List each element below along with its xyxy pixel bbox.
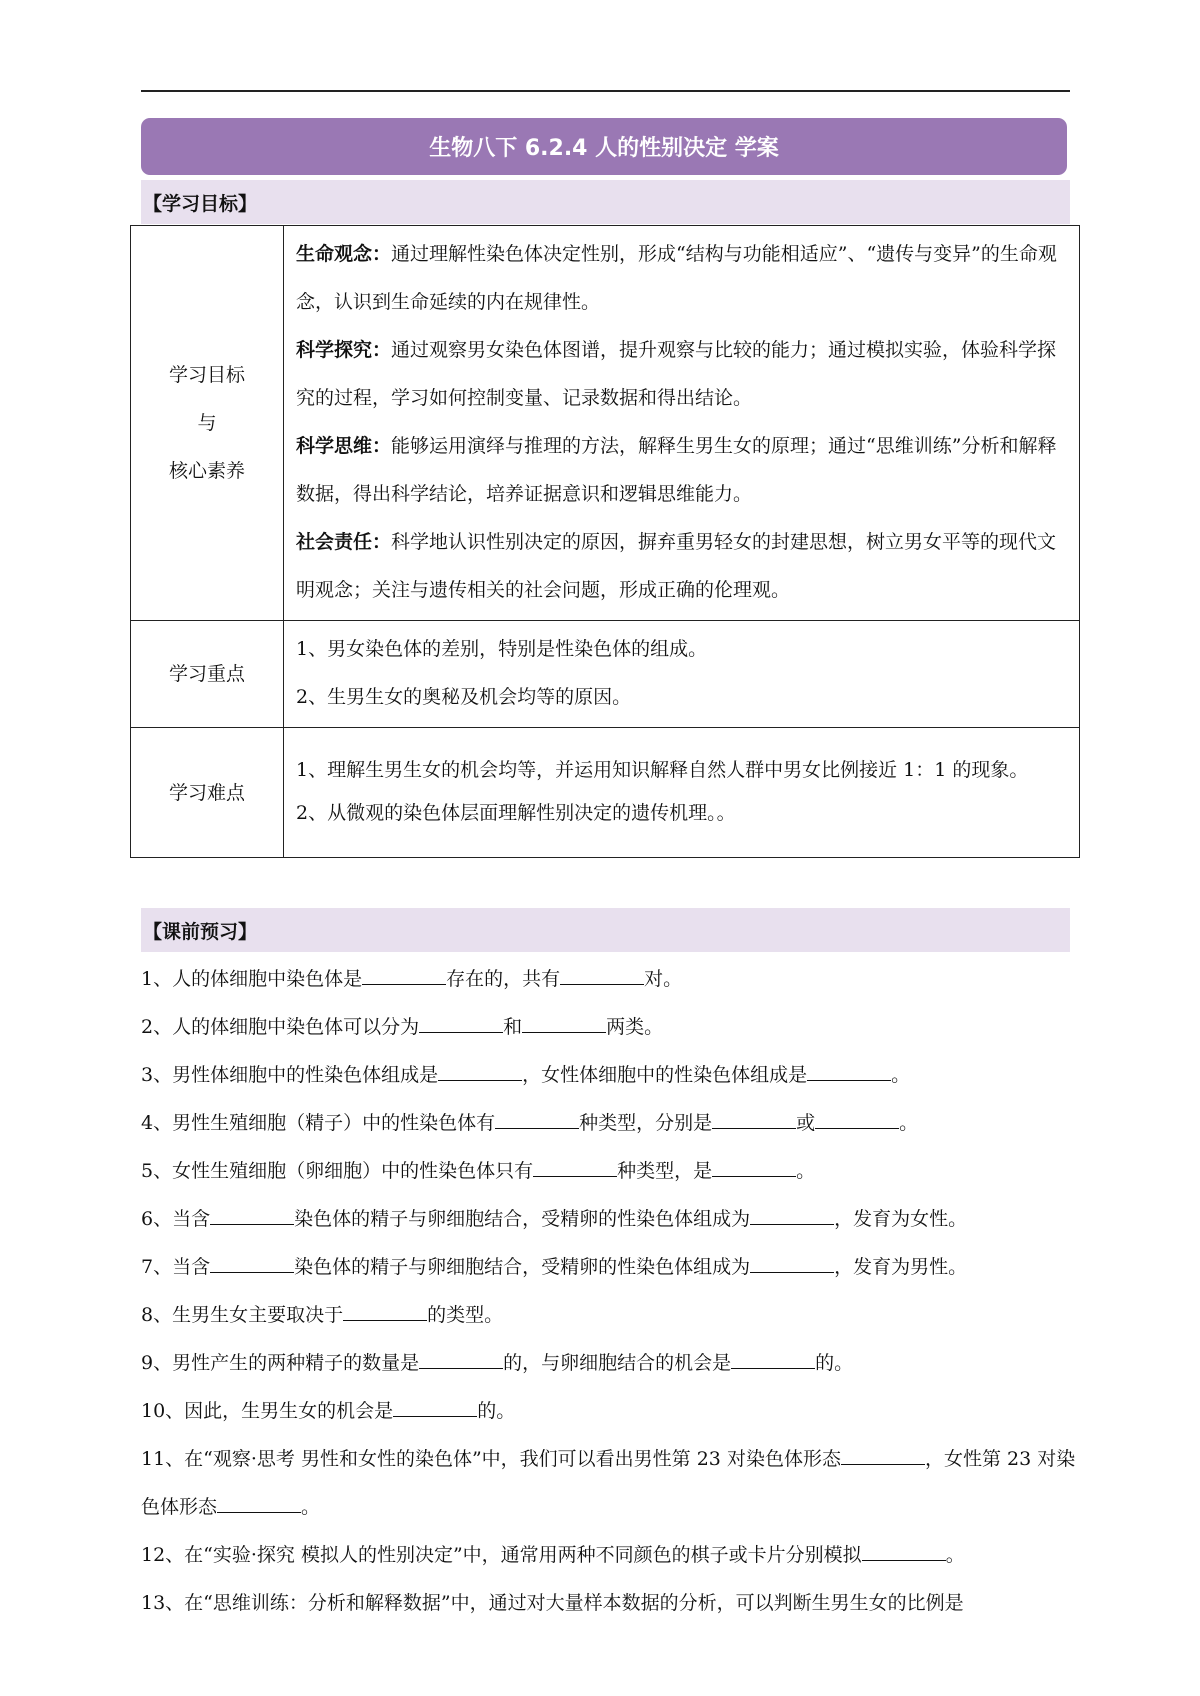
question-text: 染色体的精子与卵细胞结合，受精卵的性染色体组成为	[294, 1208, 751, 1230]
goal-item	[296, 422, 1069, 518]
answer-blank[interactable]	[210, 1206, 294, 1225]
answer-blank[interactable]	[862, 1542, 946, 1561]
question-text: 和	[503, 1016, 523, 1038]
question-text: 4、男性生殖细胞（精子）中的性染色体有	[141, 1112, 496, 1134]
goals-label-core	[131, 226, 284, 621]
preview-question	[141, 1051, 1076, 1099]
question-text: 存在的，共有	[446, 968, 561, 990]
goal-item	[296, 326, 1069, 422]
question-text: ，女性体细胞中的性染色体组成是	[522, 1064, 808, 1086]
preview-question	[141, 1003, 1076, 1051]
goals-label-key-points: 学习重点	[131, 621, 284, 728]
answer-blank[interactable]	[438, 1062, 522, 1081]
goals-section-header	[141, 180, 1070, 224]
preview-question	[141, 1195, 1076, 1243]
answer-blank[interactable]	[841, 1446, 925, 1465]
difficulty-line: 2、从微观的染色体层面理解性别决定的遗传机理。。	[296, 801, 736, 824]
goals-header-text: 【学习目标】	[143, 192, 258, 215]
question-text: 1、人的体细胞中染色体是	[141, 968, 363, 990]
question-text: 对。	[644, 968, 683, 990]
answer-blank[interactable]	[712, 1158, 796, 1177]
answer-blank[interactable]	[815, 1110, 899, 1129]
answer-blank[interactable]	[533, 1158, 617, 1177]
question-text: 。	[796, 1160, 816, 1182]
question-text: 12、在“实验·探究 模拟人的性别决定”中，通常用两种不同颜色的棋子或卡片分别模拟	[141, 1544, 862, 1566]
answer-blank[interactable]	[217, 1494, 301, 1513]
label-line: 学习目标	[168, 364, 245, 386]
question-text: 。	[945, 1544, 965, 1566]
question-text: 8、生男生女主要取决于	[141, 1304, 344, 1326]
goal-term: 生命观念：	[296, 243, 392, 265]
goal-text: 能够运用演绎与推理的方法，解释生男生女的原理；通过“思维训练”分析和解释数据，得出科学结论，培养证据意识和逻辑思维能力。	[296, 435, 1057, 505]
preview-question	[141, 1579, 1076, 1627]
question-text: 。	[891, 1064, 911, 1086]
goals-row-key-points	[131, 621, 1080, 728]
question-text: 的，与卵细胞结合的机会是	[503, 1352, 732, 1374]
preview-question	[141, 1531, 1076, 1579]
goal-term: 科学探究：	[296, 339, 392, 361]
question-text: 9、男性产生的两种精子的数量是	[141, 1352, 420, 1374]
answer-blank[interactable]	[522, 1014, 606, 1033]
answer-blank[interactable]	[712, 1110, 796, 1129]
answer-blank[interactable]	[731, 1350, 815, 1369]
page-title	[141, 118, 1067, 175]
goal-item	[296, 518, 1069, 614]
question-text: 10、因此，生男生女的机会是	[141, 1400, 394, 1422]
preview-question	[141, 1243, 1076, 1291]
preview-header-text: 【课前预习】	[143, 920, 258, 943]
question-text: 。	[301, 1496, 321, 1518]
question-text: 的。	[815, 1352, 854, 1374]
goals-label-difficulties: 学习难点	[131, 728, 284, 858]
question-text: 。	[899, 1112, 919, 1134]
preview-question	[141, 1339, 1076, 1387]
question-text: ，女性第 23 对染色体形态	[141, 1448, 1076, 1518]
question-text: 11、在“观察·思考 男性和女性的染色体”中，我们可以看出男性第 23 对染色体形态	[141, 1448, 841, 1470]
question-text: ，发育为女性。	[834, 1208, 968, 1230]
label-line: 核心素养	[168, 460, 245, 482]
answer-blank[interactable]	[362, 966, 446, 985]
answer-blank[interactable]	[343, 1302, 427, 1321]
top-rule	[141, 90, 1070, 92]
answer-blank[interactable]	[750, 1254, 834, 1273]
label-line: 与	[197, 412, 217, 434]
goals-table	[130, 225, 1080, 858]
question-text: 染色体的精子与卵细胞结合，受精卵的性染色体组成为	[294, 1256, 751, 1278]
question-text: 种类型，是	[617, 1160, 713, 1182]
question-text: 5、女性生殖细胞（卵细胞）中的性染色体只有	[141, 1160, 534, 1182]
answer-blank[interactable]	[210, 1254, 294, 1273]
preview-question	[141, 955, 1076, 1003]
question-text: ，发育为男性。	[834, 1256, 968, 1278]
goal-term: 社会责任：	[296, 531, 392, 553]
preview-question	[141, 1435, 1076, 1531]
goals-row-core	[131, 226, 1080, 621]
preview-section-header	[141, 908, 1070, 952]
preview-list	[141, 955, 1076, 1627]
goal-item	[296, 230, 1069, 326]
preview-question	[141, 1387, 1076, 1435]
goal-text: 通过观察男女染色体图谱，提升观察与比较的能力；通过模拟实验，体验科学探究的过程，学习如何控制变量、记录数据和得出结论。	[296, 339, 1057, 409]
preview-question	[141, 1291, 1076, 1339]
difficulty-line: 1、理解生男生女的机会均等，并运用知识解释自然人群中男女比例接近 1：1 的现象。	[296, 758, 1029, 781]
goals-content-core	[284, 226, 1080, 621]
preview-question	[141, 1099, 1076, 1147]
question-text: 的。	[477, 1400, 516, 1422]
question-text: 2、人的体细胞中染色体可以分为	[141, 1016, 420, 1038]
answer-blank[interactable]	[495, 1110, 579, 1129]
goals-row-difficulties	[131, 728, 1080, 858]
question-text: 3、男性体细胞中的性染色体组成是	[141, 1064, 439, 1086]
answer-blank[interactable]	[807, 1062, 891, 1081]
goal-text: 通过理解性染色体决定性别，形成“结构与功能相适应”、“遗传与变异”的生命观念，认识到生命延续的内在规律性。	[296, 243, 1057, 313]
answer-blank[interactable]	[419, 1014, 503, 1033]
question-text: 13、在“思维训练：分析和解释数据”中，通过对大量样本数据的分析，可以判断生男生女的比例是	[141, 1592, 964, 1614]
goal-text: 科学地认识性别决定的原因，摒弃重男轻女的封建思想，树立男女平等的现代文明观念；关注与遗传相关的社会问题，形成正确的伦理观。	[296, 531, 1057, 601]
answer-blank[interactable]	[419, 1350, 503, 1369]
title-text: 生物八下 6.2.4 人的性别决定 学案	[429, 136, 779, 161]
question-text: 6、当含	[141, 1208, 211, 1230]
goal-term: 科学思维：	[296, 435, 392, 457]
goals-content-key-points	[284, 621, 1080, 728]
question-text: 或	[796, 1112, 816, 1134]
answer-blank[interactable]	[750, 1206, 834, 1225]
question-text: 种类型，分别是	[579, 1112, 713, 1134]
answer-blank[interactable]	[560, 966, 644, 985]
goals-content-difficulties	[284, 728, 1080, 858]
question-text: 7、当含	[141, 1256, 211, 1278]
preview-question	[141, 1147, 1076, 1195]
key-point-line: 2、生男生女的奥秘及机会均等的原因。	[296, 686, 632, 708]
question-text: 两类。	[606, 1016, 664, 1038]
key-point-line: 1、男女染色体的差别，特别是性染色体的组成。	[296, 638, 708, 660]
question-text: 的类型。	[427, 1304, 504, 1326]
answer-blank[interactable]	[393, 1398, 477, 1417]
